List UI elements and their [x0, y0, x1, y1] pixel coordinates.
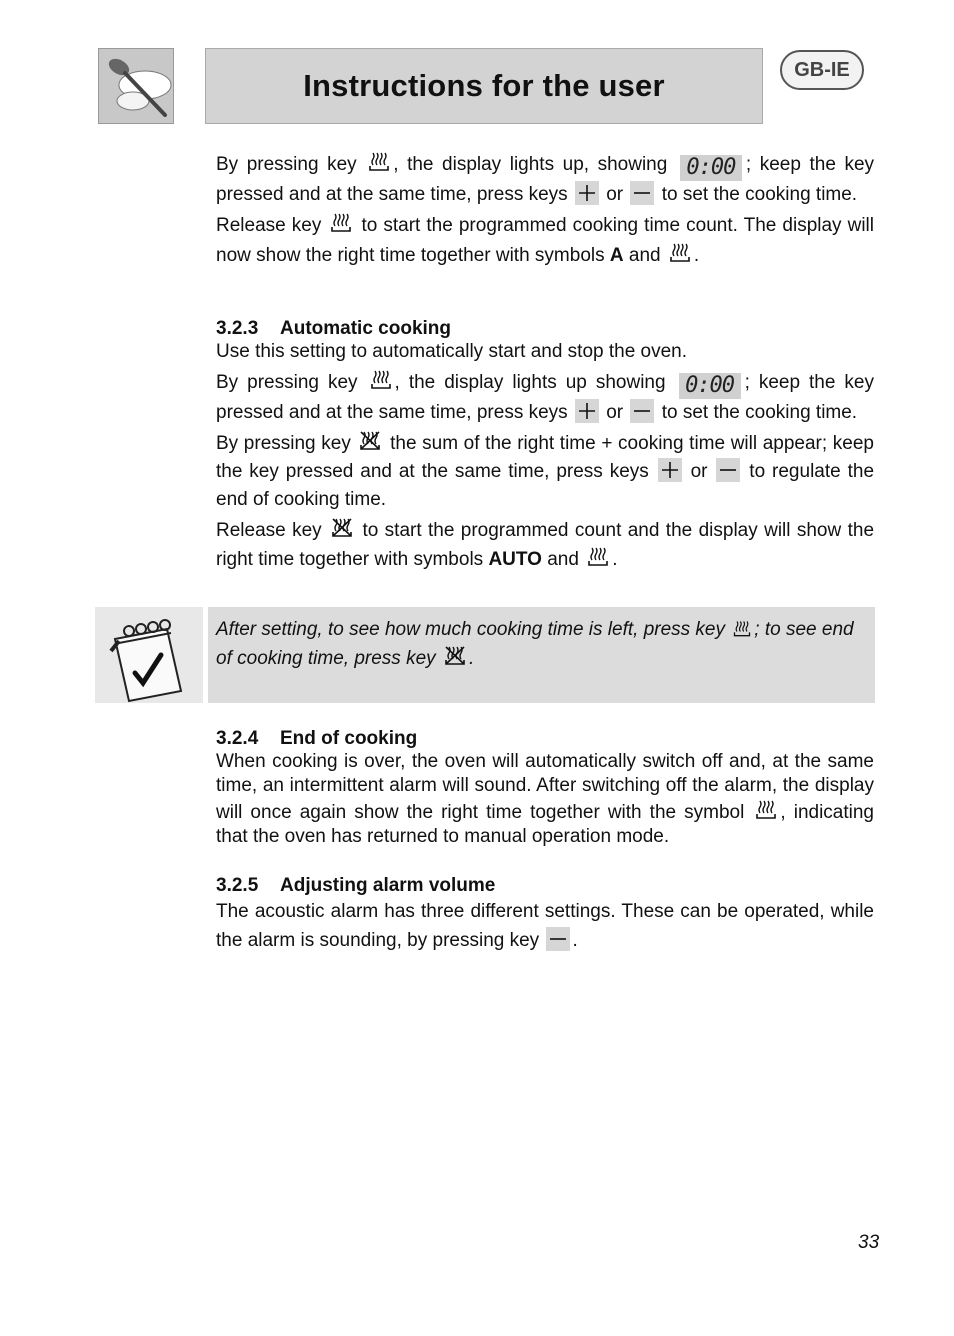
section-heading: 3.2.3 Automatic cooking [216, 318, 452, 339]
cooking-key-icon [732, 619, 752, 639]
chef-spoon-icon [99, 49, 173, 123]
end-cooking-key-icon [330, 516, 354, 540]
alarm-paragraph-1: The acoustic alarm has three different settings. These can be operated, while the alarm is sounding, by pressing key . [216, 901, 874, 951]
page-title: Instructions for the user [303, 68, 665, 103]
display-readout: 0:00 [679, 373, 741, 399]
region-badge: GB-IE [780, 50, 864, 90]
minus-key-icon [630, 399, 654, 423]
cooking-key-icon [329, 211, 353, 235]
cooking-key-icon [369, 368, 393, 392]
section-heading: 3.2.4 End of cooking [216, 728, 418, 749]
auto-paragraph-3: By pressing key the sum of the right time + cooking time will appear; keep the key pressed and at the same time, press keys or to regulate the end of cooking time. [216, 429, 874, 514]
end-paragraph-1: When cooking is over, the oven will automatically switch off and, at the same time, an intermittent alarm will sound. After switching off the alarm, the display will once again show the right time together with the symbol , indicating that the oven has returned to manual operation mode. [216, 751, 874, 847]
end-cooking-key-icon [443, 644, 467, 668]
cooking-symbol-icon [586, 545, 610, 569]
note-text-box [208, 607, 875, 703]
brand-logo [98, 48, 174, 124]
minus-key-icon [716, 458, 740, 482]
automatic-cooking-section [216, 318, 874, 574]
plus-key-icon [575, 399, 599, 423]
auto-paragraph-4: Release key to start the programmed count and the display will show the right time together with symbols AUTO and . [216, 516, 874, 574]
plus-key-icon [658, 458, 682, 482]
intro-paragraph-1: By pressing key , the display lights up, showing 0:00 ; keep the key pressed and at the same time, press keys or to set the cooking time. [216, 150, 874, 209]
cooking-key-icon [367, 150, 391, 174]
auto-paragraph-1: Use this setting to automatically start and stop the oven. [216, 341, 688, 362]
cooking-symbol-icon [754, 798, 778, 822]
header-title-bar [205, 48, 763, 124]
plus-key-icon [575, 181, 599, 205]
minus-key-icon [546, 927, 570, 951]
intro-section [216, 150, 874, 271]
end-of-cooking-section [216, 728, 874, 849]
page-number: 33 [858, 1232, 880, 1253]
end-cooking-key-icon [358, 429, 382, 453]
display-readout: 0:00 [680, 155, 742, 181]
notepad-check-icon [95, 607, 203, 703]
auto-paragraph-2: By pressing key , the display lights up showing 0:00 ; keep the key pressed and at the same time, press keys or to set the cooking time. [216, 368, 874, 427]
note-box [95, 607, 875, 703]
minus-key-icon [630, 181, 654, 205]
cooking-symbol-icon [668, 241, 692, 265]
note-icon-box [95, 607, 203, 703]
alarm-volume-section [216, 875, 874, 955]
note-text: After setting, to see how much cooking time is left, press key ; to see end of cooking time, press key . [216, 619, 854, 669]
intro-paragraph-2: Release key to start the programmed cooking time count. The display will now show the right time together with symbols A and . [216, 211, 874, 271]
section-heading: 3.2.5 Adjusting alarm volume [216, 875, 496, 896]
